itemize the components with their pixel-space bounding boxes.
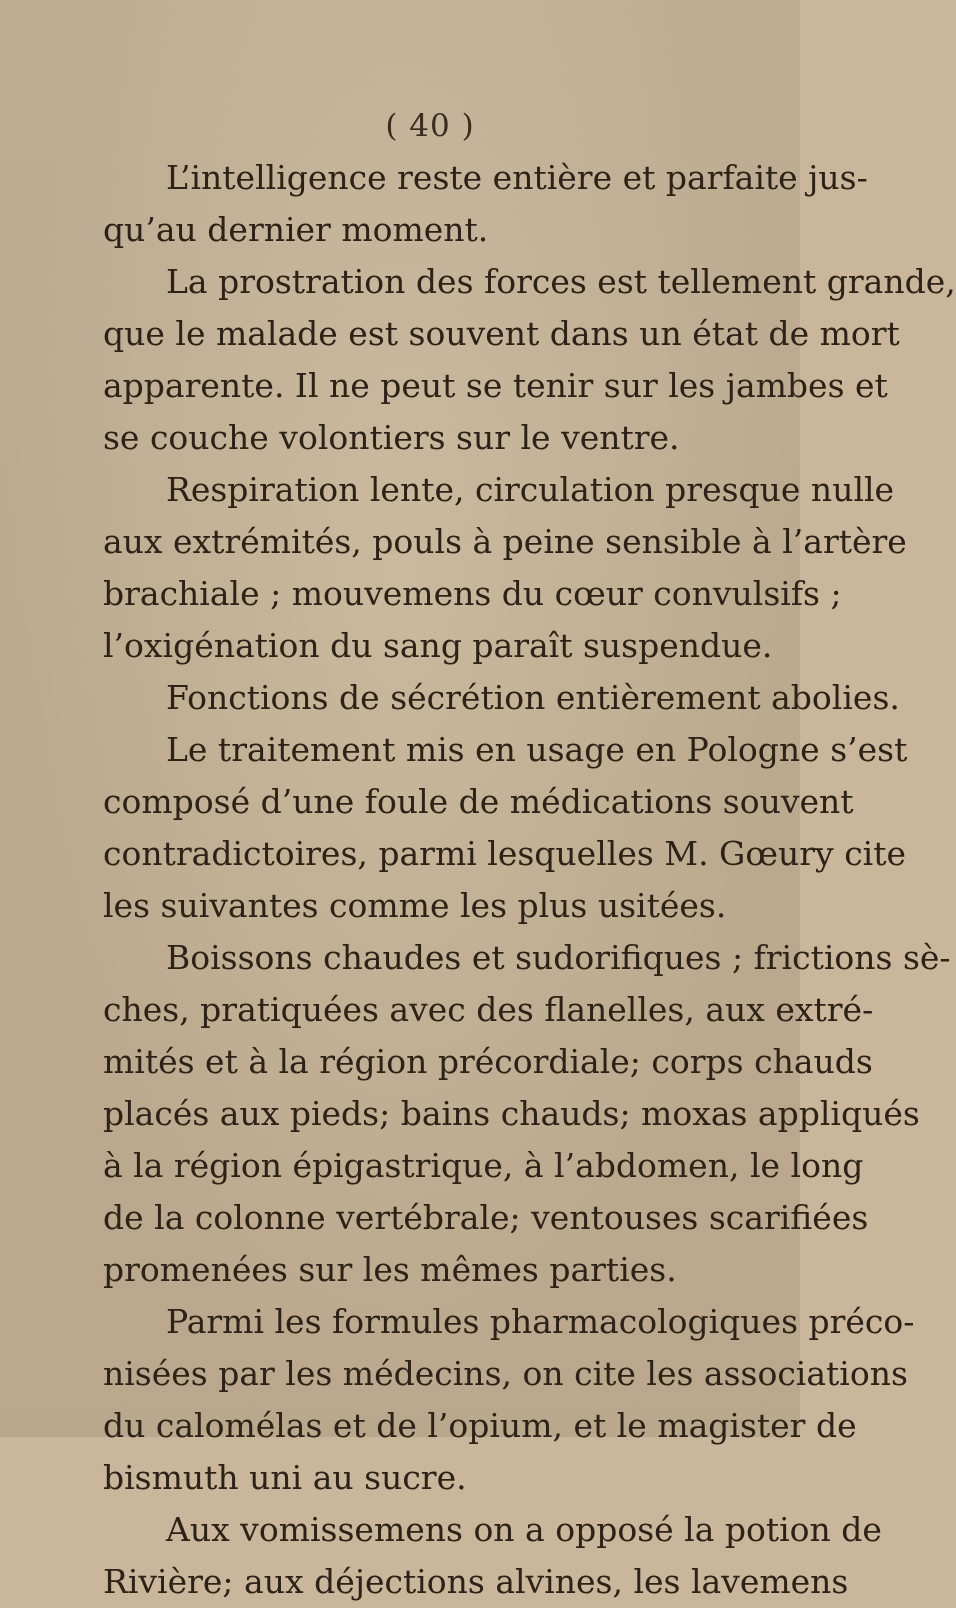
text-line: que le malade est souvent dans un état de mort	[103, 314, 900, 353]
text-line: Boissons chaudes et sudorifiques ; frictions sè-	[166, 938, 951, 977]
text-line: L’intelligence reste entière et parfaite jus-	[166, 158, 868, 197]
text-line: les suivantes comme les plus usitées.	[103, 886, 727, 925]
text-line: à la région épigastrique, à l’abdomen, le long	[103, 1146, 864, 1185]
text-line: brachiale ; mouvemens du cœur convulsifs ;	[103, 574, 842, 613]
text-line: Respiration lente, circulation presque nulle	[166, 470, 895, 509]
text-line: Rivière; aux déjections alvines, les lavemens	[103, 1562, 849, 1601]
text-line: Le traitement mis en usage en Pologne s’est	[166, 730, 908, 769]
text-line: qu’au dernier moment.	[103, 210, 489, 249]
text-line: promenées sur les mêmes parties.	[103, 1250, 677, 1289]
text-line: se couche volontiers sur le ventre.	[103, 418, 680, 457]
text-line: Fonctions de sécrétion entièrement abolies.	[166, 678, 900, 717]
text-line: contradictoires, parmi lesquelles M. Gœury cite	[103, 834, 907, 873]
text-line: ches, pratiquées avec des flanelles, aux extré-	[103, 990, 874, 1029]
page-number: ( 40 )	[385, 108, 475, 144]
text-line: de la colonne vertébrale; ventouses scarifiées	[103, 1198, 869, 1237]
text-line: La prostration des forces est tellement grande,	[166, 262, 956, 301]
text-line: composé d’une foule de médications souvent	[103, 782, 854, 821]
text-line: mités et à la région précordiale; corps chauds	[103, 1042, 873, 1081]
text-line: l’oxigénation du sang paraît suspendue.	[103, 626, 773, 665]
text-line: bismuth uni au sucre.	[103, 1458, 467, 1497]
text-line: nisées par les médecins, on cite les associations	[103, 1354, 908, 1393]
text-line: aux extrémités, pouls à peine sensible à l’artère	[103, 522, 907, 561]
text-line: Aux vomissemens on a opposé la potion de	[166, 1510, 882, 1549]
text-line: du calomélas et de l’opium, et le magister de	[103, 1406, 857, 1445]
text-line: apparente. Il ne peut se tenir sur les jambes et	[103, 366, 888, 405]
text-line: placés aux pieds; bains chauds; moxas appliqués	[103, 1094, 920, 1133]
text-line: Parmi les formules pharmacologiques préco-	[166, 1302, 915, 1341]
